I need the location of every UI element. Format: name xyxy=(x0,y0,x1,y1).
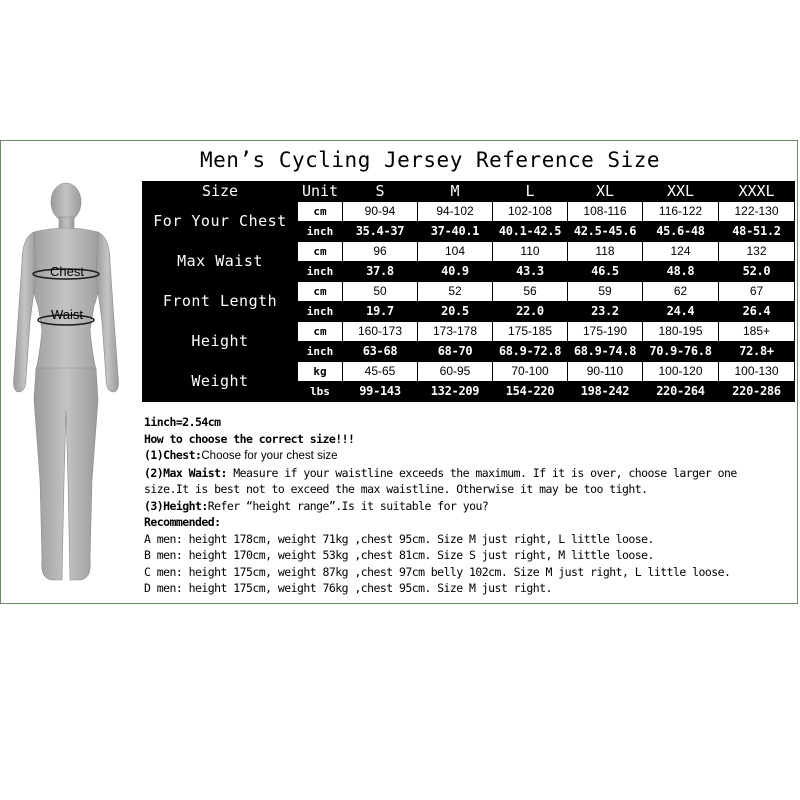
unit-cell: cm xyxy=(298,202,343,222)
value-cell: 19.7 xyxy=(343,302,418,322)
value-cell: 35.4-37 xyxy=(343,222,418,242)
height-note-text: Refer “height range”.Is it suitable for you? xyxy=(207,498,489,513)
value-cell: 132-209 xyxy=(418,382,493,402)
value-cell: 23.2 xyxy=(568,302,643,322)
value-cell: 37-40.1 xyxy=(418,222,493,242)
value-cell: 43.3 xyxy=(493,262,568,282)
value-cell: 48-51.2 xyxy=(719,222,795,242)
value-cell: 37.8 xyxy=(343,262,418,282)
value-cell: 52.0 xyxy=(719,262,795,282)
row-label: Weight xyxy=(143,362,298,402)
value-cell: 220-264 xyxy=(643,382,719,402)
size-table-header xyxy=(143,182,795,202)
value-cell: 180-195 xyxy=(643,322,719,342)
value-cell: 56 xyxy=(493,282,568,302)
header-unit: Unit xyxy=(298,182,343,202)
value-cell: 104 xyxy=(418,242,493,262)
header-size-s: S xyxy=(343,182,418,202)
unit-cell: kg xyxy=(298,362,343,382)
value-cell: 108-116 xyxy=(568,202,643,222)
value-cell: 90-110 xyxy=(568,362,643,382)
value-cell: 175-190 xyxy=(568,322,643,342)
value-cell: 40.1-42.5 xyxy=(493,222,568,242)
value-cell: 198-242 xyxy=(568,382,643,402)
header-size-xxl: XXL xyxy=(643,182,719,202)
value-cell: 46.5 xyxy=(568,262,643,282)
value-cell: 132 xyxy=(719,242,795,262)
size-notes xyxy=(144,414,796,597)
value-cell: 68.9-74.8 xyxy=(568,342,643,362)
value-cell: 100-130 xyxy=(719,362,795,382)
value-cell: 173-178 xyxy=(418,322,493,342)
size-table xyxy=(142,181,795,402)
row-label: Height xyxy=(143,322,298,362)
header-size: Size xyxy=(143,182,298,202)
header-size-l: L xyxy=(493,182,568,202)
body-silhouette-figure xyxy=(0,180,140,600)
value-cell: 60-95 xyxy=(418,362,493,382)
chest-note-label: (1)Chest: xyxy=(144,448,202,462)
unit-cell: cm xyxy=(298,322,343,342)
value-cell: 100-120 xyxy=(643,362,719,382)
header-size-m: M xyxy=(418,182,493,202)
value-cell: 94-102 xyxy=(418,202,493,222)
value-cell: 124 xyxy=(643,242,719,262)
header-size-xxxl: XXXL xyxy=(719,182,795,202)
value-cell: 50 xyxy=(343,282,418,302)
recommended-heading: Recommended: xyxy=(144,515,221,529)
value-cell: 118 xyxy=(568,242,643,262)
value-cell: 68.9-72.8 xyxy=(493,342,568,362)
value-cell: 122-130 xyxy=(719,202,795,222)
chest-tag: Chest xyxy=(50,264,84,279)
value-cell: 102-108 xyxy=(493,202,568,222)
header-size-xl: XL xyxy=(568,182,643,202)
value-cell: 68-70 xyxy=(418,342,493,362)
value-cell: 45.6-48 xyxy=(643,222,719,242)
unit-cell: inch xyxy=(298,342,343,362)
waist-tag: Waist xyxy=(51,307,84,322)
value-cell: 110 xyxy=(493,242,568,262)
table-row xyxy=(143,242,795,262)
table-row xyxy=(143,282,795,302)
value-cell: 52 xyxy=(418,282,493,302)
table-row xyxy=(143,202,795,222)
value-cell: 72.8+ xyxy=(719,342,795,362)
row-label: Max Waist xyxy=(143,242,298,282)
value-cell: 22.0 xyxy=(493,302,568,322)
value-cell: 20.5 xyxy=(418,302,493,322)
value-cell: 70.9-76.8 xyxy=(643,342,719,362)
value-cell: 26.4 xyxy=(719,302,795,322)
value-cell: 154-220 xyxy=(493,382,568,402)
example-b: B men: height 170cm, weight 53kg ,chest 81cm. Size S just right, M little loose. xyxy=(144,548,654,562)
height-note-label: (3)Height: xyxy=(144,498,208,513)
unit-cell: cm xyxy=(298,242,343,262)
waist-note-text: Measure if your waistline exceeds the maximum. If it is over, choose larger one xyxy=(226,465,737,480)
chest-note-text: Choose for your chest size xyxy=(201,450,338,462)
value-cell: 59 xyxy=(568,282,643,302)
table-row xyxy=(143,322,795,342)
value-cell: 67 xyxy=(719,282,795,302)
example-a: A men: height 178cm, weight 71kg ,chest 95cm. Size M just right, L little loose. xyxy=(144,531,654,546)
table-row xyxy=(143,362,795,382)
value-cell: 42.5-45.6 xyxy=(568,222,643,242)
row-label: Front Length xyxy=(143,282,298,322)
value-cell: 220-286 xyxy=(719,382,795,402)
value-cell: 96 xyxy=(343,242,418,262)
value-cell: 70-100 xyxy=(493,362,568,382)
page-title: Men’s Cycling Jersey Reference Size xyxy=(199,148,660,172)
value-cell: 185+ xyxy=(719,322,795,342)
value-cell: 175-185 xyxy=(493,322,568,342)
how-to-heading: How to choose the correct size!!! xyxy=(144,431,355,446)
unit-cell: lbs xyxy=(298,382,343,402)
waist-note-label: (2)Max Waist: xyxy=(144,465,227,480)
value-cell: 45-65 xyxy=(343,362,418,382)
example-c: C men: height 175cm, weight 87kg ,chest 97cm belly 102cm. Size M just right, L little loose. xyxy=(144,564,731,579)
value-cell: 160-173 xyxy=(343,322,418,342)
unit-cell: inch xyxy=(298,262,343,282)
value-cell: 40.9 xyxy=(418,262,493,282)
value-cell: 90-94 xyxy=(343,202,418,222)
example-d: D men: height 175cm, weight 76kg ,chest 95cm. Size M just right. xyxy=(144,581,552,595)
row-label: For Your Chest xyxy=(143,202,298,242)
conversion-note: 1inch=2.54cm xyxy=(144,415,221,429)
unit-cell: inch xyxy=(298,302,343,322)
value-cell: 24.4 xyxy=(643,302,719,322)
value-cell: 63-68 xyxy=(343,342,418,362)
value-cell: 116-122 xyxy=(643,202,719,222)
unit-cell: inch xyxy=(298,222,343,242)
value-cell: 99-143 xyxy=(343,382,418,402)
waist-note-text-cont: size.It is best not to exceed the max waistline. Otherwise it may be too tight. xyxy=(144,482,648,496)
value-cell: 48.8 xyxy=(643,262,719,282)
value-cell: 62 xyxy=(643,282,719,302)
unit-cell: cm xyxy=(298,282,343,302)
